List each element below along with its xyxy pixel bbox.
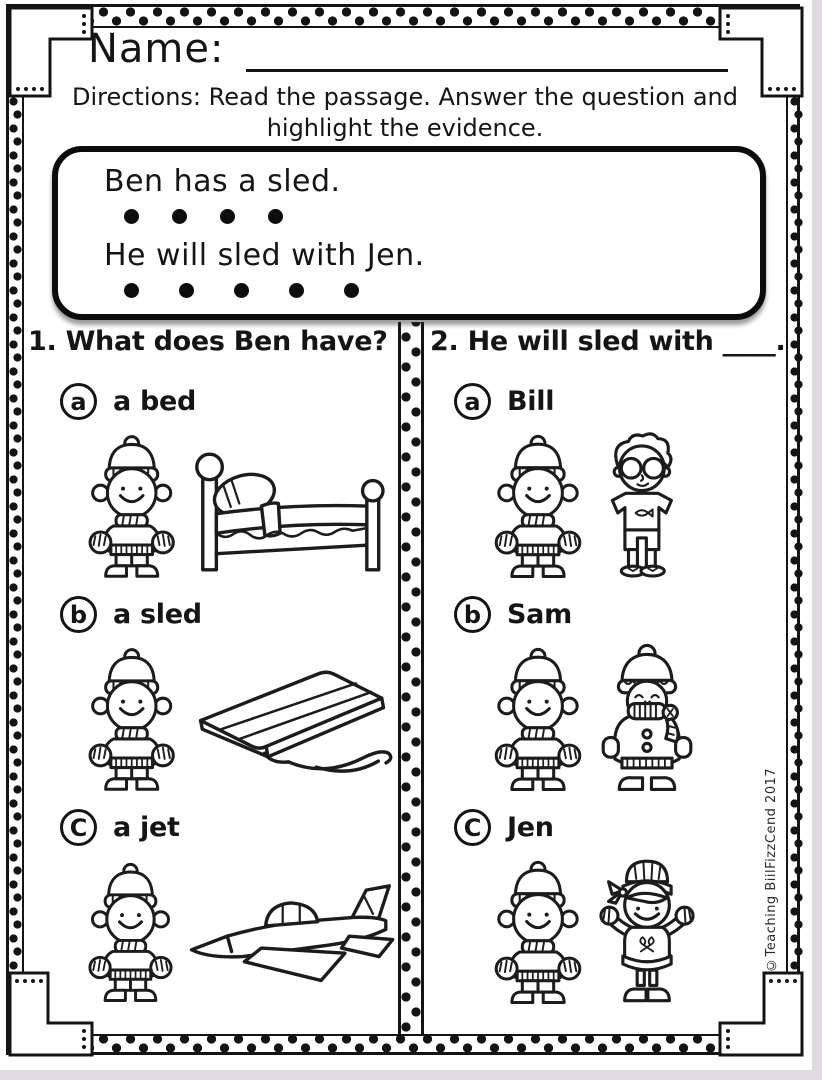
option-letter-badge[interactable]: C (60, 809, 97, 846)
clipart-sled (185, 655, 396, 793)
passage-sentence-1: Ben has a sled. (104, 164, 341, 199)
clipart-bed (185, 444, 396, 580)
clipart-winter-boy (490, 432, 586, 580)
word-dot (344, 283, 359, 298)
question-panel-1 (28, 326, 396, 1006)
clipart-girl-jen (592, 854, 702, 1006)
polka-dot-border-bottom (9, 1034, 803, 1053)
clipart-boy-bill (592, 428, 690, 580)
option-a-bed (28, 383, 396, 580)
question-number: 1. (28, 326, 57, 357)
option-letter-badge[interactable]: C (454, 809, 491, 846)
word-dot (124, 283, 139, 298)
clipart-winter-boy (84, 645, 179, 793)
directions-line-2: highlight the evidence. (266, 114, 544, 142)
directions-line-1: Directions: Read the passage. Answer the question and (71, 83, 738, 111)
option-label: Jen (507, 812, 554, 843)
word-dot (220, 209, 235, 224)
clipart-winter-boy (490, 645, 586, 793)
clipart-jet (183, 868, 396, 1006)
passage-sentence-2: He will sled with Jen. (104, 238, 425, 273)
polka-dot-border-top (9, 7, 803, 26)
polka-dot-border-right (790, 7, 803, 1034)
option-label: Sam (507, 599, 572, 630)
word-dots-row-1 (124, 209, 740, 224)
option-b-sled (28, 596, 396, 793)
question-title (430, 326, 786, 357)
corner-ornament-bottom-right (716, 971, 804, 1057)
page-scan-edge (812, 0, 822, 1080)
question-prompt: He will sled with ____. (467, 326, 786, 357)
option-letter-badge[interactable]: b (60, 596, 97, 633)
corner-ornament-bottom-left (8, 971, 96, 1057)
word-dot (172, 209, 187, 224)
polka-dot-border-left (9, 7, 22, 1034)
column-divider (398, 322, 424, 1036)
option-label: a jet (113, 812, 180, 843)
question-number: 2. (430, 326, 459, 357)
page-scan-edge (0, 1070, 822, 1080)
copyright-text: ©Teaching BiilFizzCend 2017 (764, 767, 779, 973)
word-dot (124, 209, 139, 224)
option-letter-badge[interactable]: b (454, 596, 491, 633)
clipart-winter-boy (490, 858, 586, 1006)
word-dot (234, 283, 249, 298)
question-panel-2 (430, 326, 786, 1006)
question-prompt: What does Ben have? (65, 326, 388, 357)
option-label: a sled (113, 599, 202, 630)
clipart-winter-boy (84, 858, 177, 1006)
word-dot (268, 209, 283, 224)
word-dot (179, 283, 194, 298)
option-letter-badge[interactable]: a (454, 383, 491, 420)
name-input-line[interactable] (246, 35, 728, 72)
clipart-kid-sam (592, 641, 702, 793)
option-b-sam (430, 596, 786, 793)
name-label: Name: (88, 26, 225, 72)
passage-box (52, 146, 766, 320)
option-label: a bed (113, 386, 197, 417)
option-label: Bill (507, 386, 555, 417)
option-a-bill (430, 383, 786, 580)
option-letter-badge[interactable]: a (60, 383, 97, 420)
directions-text (30, 82, 780, 144)
question-title (28, 326, 396, 357)
clipart-winter-boy (84, 432, 179, 580)
word-dots-row-2 (124, 283, 740, 298)
word-dot (289, 283, 304, 298)
